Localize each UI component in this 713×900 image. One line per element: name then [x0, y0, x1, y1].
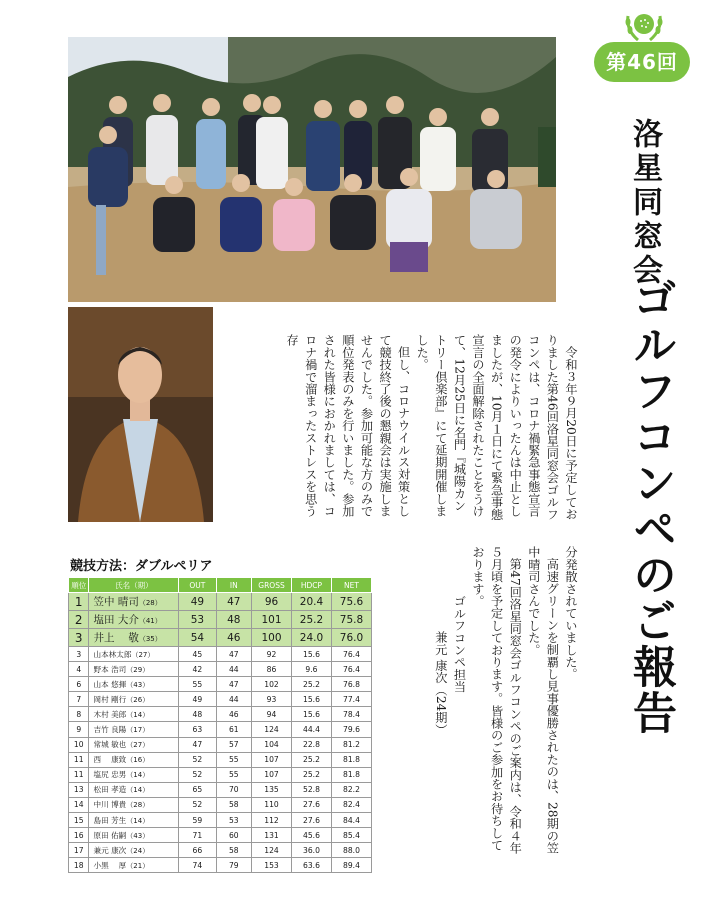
out-cell: 66	[179, 843, 216, 858]
rank-cell: 14	[69, 797, 89, 812]
table-row	[69, 593, 372, 611]
paragraph: 但し、コロナウイルス対策として競技終了後の懇親会は実施しませんでした。参加可能な方のみで順位発表のみを行いました。参加された皆様におかれましては、コロナ禍で溜まったストレスを思う存	[285, 334, 411, 517]
hdcp-cell: 24.0	[291, 629, 331, 647]
player-name: 西 康致	[93, 755, 127, 765]
in-cell: 57	[216, 737, 252, 752]
in-cell: 48	[216, 611, 252, 629]
gross-cell: 104	[252, 737, 292, 752]
rank-cell: 16	[69, 828, 89, 843]
player-name: 笠中 晴司	[93, 596, 139, 608]
name-cell	[89, 767, 179, 782]
column-header: 順位	[69, 578, 89, 593]
player-name: 島田 芳生	[93, 815, 127, 825]
hdcp-cell: 25.2	[291, 677, 331, 692]
hdcp-cell: 44.4	[291, 722, 331, 737]
out-cell: 71	[179, 828, 216, 843]
in-cell: 53	[216, 813, 252, 828]
in-cell: 46	[216, 629, 252, 647]
gross-cell: 107	[252, 767, 292, 782]
hdcp-cell: 52.8	[291, 782, 331, 797]
table-header-row	[69, 578, 372, 593]
gross-cell: 124	[252, 722, 292, 737]
player-name: 兼元 康次	[93, 845, 127, 855]
in-cell: 47	[216, 593, 252, 611]
name-cell	[89, 752, 179, 767]
rank-cell: 18	[69, 858, 89, 873]
organization-name: 洛星同窓会	[627, 118, 662, 288]
name-cell	[89, 813, 179, 828]
hdcp-cell: 25.2	[291, 611, 331, 629]
gross-cell: 94	[252, 707, 292, 722]
group-photo	[68, 37, 556, 302]
in-cell: 44	[216, 692, 252, 707]
table-row	[69, 647, 372, 662]
signature-role: ゴルフコンペ担当	[452, 594, 467, 693]
out-cell: 48	[179, 707, 216, 722]
player-name: 中川 博貴	[93, 800, 127, 810]
gross-cell: 124	[252, 843, 292, 858]
gross-cell: 96	[252, 593, 292, 611]
table-row	[69, 611, 372, 629]
player-term: （14）	[126, 816, 150, 825]
paragraph: 分発散されていました。	[564, 546, 578, 681]
gross-cell: 92	[252, 647, 292, 662]
rank-cell: 3	[69, 647, 89, 662]
out-cell: 65	[179, 782, 216, 797]
portrait-photo	[68, 307, 213, 522]
gross-cell: 135	[252, 782, 292, 797]
rank-cell: 17	[69, 843, 89, 858]
edition-badge	[594, 8, 694, 98]
player-name: 岡村 剛行	[93, 694, 127, 704]
player-name: 塩尻 忠男	[93, 770, 127, 780]
name-cell	[89, 722, 179, 737]
table-row	[69, 752, 372, 767]
player-term: （29）	[126, 665, 150, 674]
rank-cell: 1	[69, 593, 89, 611]
table-row	[69, 843, 372, 858]
article-body-top	[228, 334, 580, 522]
name-cell	[89, 707, 179, 722]
rank-cell: 7	[69, 692, 89, 707]
name-cell	[89, 828, 179, 843]
name-cell	[89, 737, 179, 752]
gross-cell: 110	[252, 797, 292, 812]
column-header: GROSS	[252, 578, 292, 593]
net-cell: 76.4	[331, 662, 371, 677]
in-cell: 55	[216, 767, 252, 782]
player-name: 木村 美郎	[93, 709, 127, 719]
table-row	[69, 828, 372, 843]
table-row	[69, 662, 372, 677]
table-row	[69, 767, 372, 782]
net-cell: 76.0	[331, 629, 371, 647]
player-term: （43）	[126, 680, 150, 689]
in-cell: 58	[216, 843, 252, 858]
name-cell	[89, 797, 179, 812]
out-cell: 74	[179, 858, 216, 873]
name-cell	[89, 647, 179, 662]
rank-cell: 6	[69, 677, 89, 692]
in-cell: 79	[216, 858, 252, 873]
out-cell: 54	[179, 629, 216, 647]
in-cell: 47	[216, 647, 252, 662]
player-name: 常城 敏也	[93, 740, 127, 750]
rank-cell: 9	[69, 722, 89, 737]
player-term: （26）	[126, 695, 150, 704]
in-cell: 61	[216, 722, 252, 737]
out-cell: 42	[179, 662, 216, 677]
player-name: 吉竹 良陽	[93, 725, 127, 735]
player-term: （14）	[126, 786, 150, 795]
out-cell: 49	[179, 593, 216, 611]
hdcp-cell: 36.0	[291, 843, 331, 858]
net-cell: 82.2	[331, 782, 371, 797]
player-name: 野本 浩司	[93, 664, 127, 674]
out-cell: 59	[179, 813, 216, 828]
net-cell: 81.2	[331, 737, 371, 752]
rank-cell: 4	[69, 662, 89, 677]
signature-term: （24期）	[433, 684, 448, 737]
paragraph: 第47回洛星同窓会ゴルフコンペのご案内は、令和４年５月頃を予定しております。皆様のご参加をお待ちしております。	[471, 546, 523, 855]
hdcp-cell: 22.8	[291, 737, 331, 752]
net-cell: 76.4	[331, 647, 371, 662]
out-cell: 55	[179, 677, 216, 692]
rank-cell: 8	[69, 707, 89, 722]
net-cell: 76.8	[331, 677, 371, 692]
portrait-image	[68, 307, 213, 522]
name-cell	[89, 593, 179, 611]
net-cell: 88.0	[331, 843, 371, 858]
gross-cell: 153	[252, 858, 292, 873]
out-cell: 53	[179, 611, 216, 629]
hdcp-cell: 15.6	[291, 707, 331, 722]
rank-cell: 11	[69, 752, 89, 767]
in-cell: 46	[216, 707, 252, 722]
name-cell	[89, 692, 179, 707]
gross-cell: 86	[252, 662, 292, 677]
column-header: HDCP	[291, 578, 331, 593]
in-cell: 60	[216, 828, 252, 843]
table-row	[69, 629, 372, 647]
gross-cell: 102	[252, 677, 292, 692]
player-term: （43）	[126, 831, 150, 840]
table-row	[69, 722, 372, 737]
player-term: （41）	[138, 617, 162, 625]
gross-cell: 93	[252, 692, 292, 707]
name-cell	[89, 662, 179, 677]
name-cell	[89, 782, 179, 797]
rank-cell: 3	[69, 629, 89, 647]
results-table	[68, 577, 372, 873]
player-term: （14）	[126, 771, 150, 780]
player-term: （21）	[126, 861, 150, 870]
group-photo-image	[68, 37, 556, 302]
player-name: 原田 佑嗣	[93, 830, 127, 840]
out-cell: 45	[179, 647, 216, 662]
paragraph: 高速グリーンを制覇し見事優勝されたのは、28期の笠中晴司さんでした。	[526, 546, 560, 855]
gross-cell: 112	[252, 813, 292, 828]
hdcp-cell: 63.6	[291, 858, 331, 873]
hdcp-cell: 45.6	[291, 828, 331, 843]
net-cell: 79.6	[331, 722, 371, 737]
table-row	[69, 782, 372, 797]
net-cell: 77.4	[331, 692, 371, 707]
net-cell: 85.4	[331, 828, 371, 843]
name-cell	[89, 843, 179, 858]
rank-cell: 2	[69, 611, 89, 629]
player-name: 塩田 大介	[93, 614, 139, 626]
out-cell: 52	[179, 752, 216, 767]
table-row	[69, 692, 372, 707]
player-name: 松田 孝造	[93, 785, 127, 795]
hdcp-cell: 20.4	[291, 593, 331, 611]
name-cell	[89, 611, 179, 629]
table-row	[69, 677, 372, 692]
hdcp-cell: 15.6	[291, 692, 331, 707]
column-header: OUT	[179, 578, 216, 593]
out-cell: 52	[179, 797, 216, 812]
out-cell: 63	[179, 722, 216, 737]
hdcp-cell: 9.6	[291, 662, 331, 677]
net-cell: 75.8	[331, 611, 371, 629]
player-term: （27）	[131, 650, 155, 659]
competition-method: 競技方法：ダブルペリア	[70, 559, 213, 574]
column-header: IN	[216, 578, 252, 593]
net-cell: 84.4	[331, 813, 371, 828]
rank-cell: 11	[69, 767, 89, 782]
in-cell: 47	[216, 677, 252, 692]
player-term: （28）	[138, 599, 162, 607]
column-header: NET	[331, 578, 371, 593]
in-cell: 55	[216, 752, 252, 767]
name-cell	[89, 858, 179, 873]
player-term: （14）	[126, 710, 150, 719]
out-cell: 52	[179, 767, 216, 782]
hdcp-cell: 27.6	[291, 797, 331, 812]
gross-cell: 100	[252, 629, 292, 647]
table-row	[69, 858, 372, 873]
out-cell: 49	[179, 692, 216, 707]
player-name: 井上 敬	[93, 632, 139, 644]
name-cell	[89, 677, 179, 692]
in-cell: 58	[216, 797, 252, 812]
net-cell: 89.4	[331, 858, 371, 873]
player-term: （27）	[126, 741, 150, 750]
player-term: （17）	[126, 726, 150, 735]
page-title: ゴルフコンペのご報告	[625, 276, 676, 736]
hdcp-cell: 27.6	[291, 813, 331, 828]
player-name: 山本林太郎	[93, 649, 132, 659]
player-term: （24）	[126, 846, 150, 855]
in-cell: 44	[216, 662, 252, 677]
table-row	[69, 813, 372, 828]
rank-cell: 15	[69, 813, 89, 828]
table-row	[69, 737, 372, 752]
edition-label: 第46回	[594, 42, 690, 82]
gross-cell: 107	[252, 752, 292, 767]
name-cell	[89, 629, 179, 647]
gross-cell: 131	[252, 828, 292, 843]
hdcp-cell: 25.2	[291, 752, 331, 767]
rank-cell: 13	[69, 782, 89, 797]
gross-cell: 101	[252, 611, 292, 629]
column-header: 氏名（期）	[89, 578, 179, 593]
paragraph: 令和３年９月20日に予定しておりました第46回洛星同窓会ゴルフコンペは、コロナ禍緊急事態宣言の発令によりいったんは中止としましたが、10月１日にて緊急事態宣言の全面解除されたことをうけて、12月25日に名門『城陽カントリー倶楽部』にて延期開催しました。	[415, 334, 578, 521]
player-name: 小黒 厚	[93, 860, 127, 870]
rank-cell: 10	[69, 737, 89, 752]
player-term: （28）	[126, 801, 150, 810]
net-cell: 81.8	[331, 767, 371, 782]
hdcp-cell: 15.6	[291, 647, 331, 662]
player-name: 山本 悠揮	[93, 679, 127, 689]
table-row	[69, 707, 372, 722]
hdcp-cell: 25.2	[291, 767, 331, 782]
net-cell: 81.8	[331, 752, 371, 767]
in-cell: 70	[216, 782, 252, 797]
signature-person: 兼元 康次	[433, 631, 448, 685]
player-term: （16）	[126, 756, 150, 765]
net-cell: 78.4	[331, 707, 371, 722]
out-cell: 47	[179, 737, 216, 752]
net-cell: 82.4	[331, 797, 371, 812]
net-cell: 75.6	[331, 593, 371, 611]
table-row	[69, 797, 372, 812]
signature-name	[431, 546, 450, 862]
article-body-bottom	[380, 546, 580, 862]
player-term: （35）	[138, 635, 162, 643]
